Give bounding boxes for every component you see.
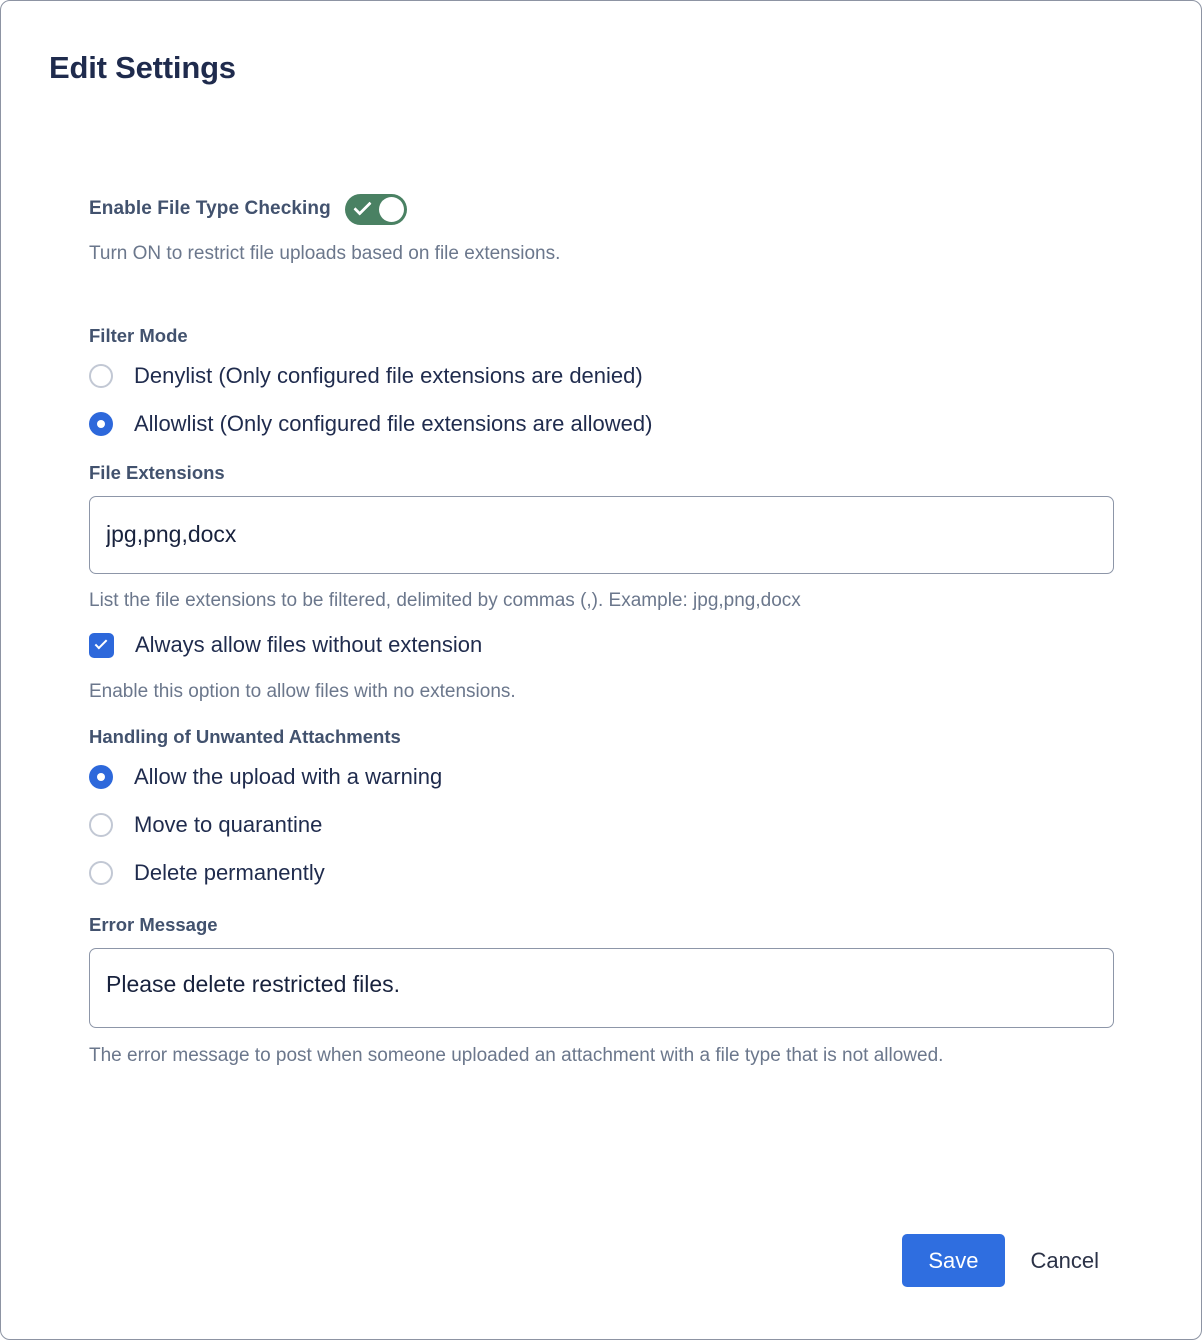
- radio-label-delete: Delete permanently: [134, 859, 325, 885]
- toggle-knob: [379, 197, 404, 222]
- error-message-help: The error message to post when someone uploaded an attachment with a file type that is not allowed.: [89, 1044, 944, 1066]
- file-extensions-help: List the file extensions to be filtered, delimited by commas (,). Example: jpg,png,docx: [89, 589, 801, 611]
- radio-label-allowlist: Allowlist (Only configured file extensions are allowed): [134, 410, 653, 436]
- cancel-button[interactable]: Cancel: [1019, 1234, 1111, 1287]
- radio-option-delete[interactable]: [89, 852, 1113, 894]
- file-extensions-label: File Extensions: [89, 461, 225, 483]
- radio-option-allowlist[interactable]: [89, 403, 1113, 445]
- enable-file-type-checking-toggle[interactable]: [345, 194, 407, 225]
- radio-icon-allow-warning[interactable]: [89, 765, 113, 789]
- radio-icon-quarantine[interactable]: [89, 813, 113, 837]
- radio-icon-denylist[interactable]: [89, 364, 113, 388]
- dialog-footer: [902, 1234, 1111, 1287]
- error-message-label: Error Message: [89, 913, 218, 935]
- radio-option-quarantine[interactable]: [89, 804, 1113, 846]
- check-icon: [353, 197, 371, 215]
- radio-icon-allowlist[interactable]: [89, 412, 113, 436]
- enable-file-type-checking-help: Turn ON to restrict file uploads based on file extensions.: [89, 243, 561, 264]
- enable-file-type-checking-label: Enable File Type Checking: [89, 198, 331, 219]
- enable-file-type-checking-row: [89, 194, 1113, 224]
- error-message-textarea[interactable]: [89, 948, 1114, 1028]
- radio-icon-delete[interactable]: [89, 861, 113, 885]
- filter-mode-label: Filter Mode: [89, 324, 188, 346]
- checkbox-allow-without-extension[interactable]: [89, 633, 114, 658]
- save-button[interactable]: Save: [902, 1234, 1004, 1287]
- radio-label-allow-warning: Allow the upload with a warning: [134, 763, 443, 789]
- page-title: Edit Settings: [49, 50, 236, 85]
- radio-option-denylist[interactable]: [89, 355, 1113, 397]
- settings-form: [89, 194, 1113, 1069]
- allow-without-extension-label: Always allow files without extension: [135, 632, 483, 658]
- radio-label-denylist: Denylist (Only configured file extensions are denied): [134, 362, 643, 388]
- radio-option-allow-warning[interactable]: [89, 756, 1113, 798]
- handling-label: Handling of Unwanted Attachments: [89, 725, 401, 747]
- checkmark-icon: [95, 636, 108, 649]
- radio-label-quarantine: Move to quarantine: [134, 811, 323, 837]
- allow-without-extension-row[interactable]: [89, 628, 1113, 662]
- allow-without-extension-help: Enable this option to allow files with no extensions.: [89, 681, 516, 703]
- file-extensions-input[interactable]: [89, 496, 1114, 574]
